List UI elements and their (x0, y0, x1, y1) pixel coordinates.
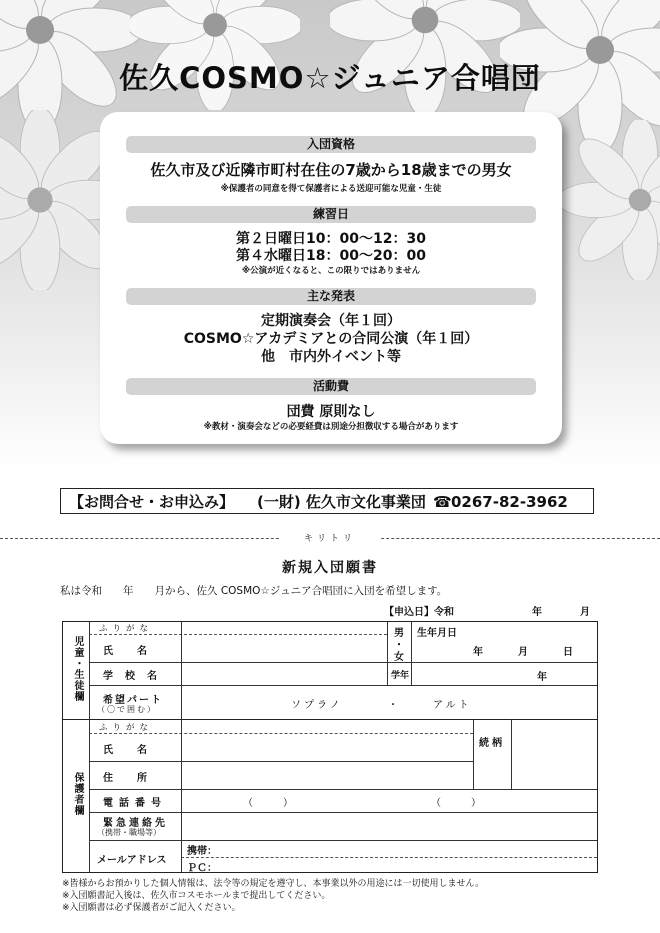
fees-note: ※教材・演奏会などの必要経費は別途分担徴収する場合があります (203, 422, 459, 432)
contact-phone: 0267-82-3962 (451, 493, 568, 511)
gender-separator: ・ (394, 640, 404, 651)
practice-line-1: 第２日曜日10：00～12：30 (236, 231, 426, 247)
email-pc-label: ＰＣ： (187, 863, 217, 874)
eligibility-note: ※保護者の同意を得て保護者による送迎可能な児童・生徒 (220, 184, 442, 194)
part-option-alto[interactable]: アルト (433, 700, 472, 711)
part-option-soprano[interactable]: ソプラノ (291, 700, 343, 711)
school-input[interactable] (187, 664, 383, 684)
email-label: メールアドレス (97, 855, 167, 866)
guardian-section-label: 保護者欄 (72, 772, 83, 816)
section-heading-fees: 活動費 (126, 378, 536, 395)
part-sublabel: （〇で囲む） (97, 705, 157, 714)
cut-label: キリトリ (280, 531, 380, 544)
email-pc-input[interactable] (221, 859, 591, 871)
phone-icon: ☎ (433, 493, 452, 511)
application-date-year: 年 (532, 607, 542, 618)
note-line-1: ※皆様からお預かりした個人情報は、法令等の規定を遵守し、本事業以外の用途には一切使用しません。 (62, 879, 485, 889)
grid-line (63, 719, 597, 720)
child-section-label: 児童・生徒欄 (72, 636, 83, 702)
grid-line (511, 719, 512, 789)
grid-line (89, 840, 597, 841)
email-mobile-input[interactable] (221, 842, 591, 856)
grid-line (473, 719, 474, 789)
cosmos-flower-decoration (560, 120, 660, 280)
phone-area-code-2[interactable]: （ ） (431, 798, 481, 809)
contact-organization: (一財) 佐久市文化事業団 (257, 493, 426, 511)
phone-area-code-1[interactable]: （ ） (243, 798, 293, 809)
part-label: 希望パート (103, 695, 163, 706)
birth-year-unit: 年 (473, 647, 483, 658)
application-date-month: 月 (580, 607, 590, 618)
phone-label: 電話番号 (103, 798, 167, 809)
school-label: 学校名 (103, 671, 169, 682)
privacy-notes (62, 878, 484, 914)
note-line-2: ※入団願書記入後は、佐久市コスモホールまで提出してください。 (62, 891, 331, 901)
birth-month-unit: 月 (518, 647, 528, 658)
section-heading-performances: 主な発表 (126, 288, 536, 305)
contact-box (60, 488, 594, 514)
performance-line-2: COSMO☆アカデミアとの合同公演（年１回） (183, 331, 479, 347)
eligibility-text: 佐久市及び近隣市町村在住の7歳から18歳までの男女 (150, 161, 512, 179)
grid-line (89, 789, 597, 790)
address-label: 住所 (103, 773, 171, 784)
application-date-label: 【申込日】令和 (384, 607, 454, 618)
child-furigana-label: ふりがな (99, 624, 154, 634)
grid-line (181, 857, 597, 858)
guardian-name-input[interactable] (187, 735, 469, 759)
part-option-separator: ・ (388, 700, 398, 711)
section-heading-eligibility: 入団資格 (126, 136, 536, 153)
guardian-furigana-label: ふりがな (99, 723, 154, 733)
contact-label: 【お問合せ・お申込み】 (69, 493, 235, 511)
birth-day-unit: 日 (563, 647, 573, 658)
grid-line (89, 662, 597, 663)
form-title: 新規入団願書 (282, 560, 378, 576)
gender-male-option[interactable]: 男 (394, 628, 404, 639)
guardian-name-label: 氏名 (103, 745, 171, 756)
page-title: 佐久COSMO☆ジュニア合唱団 (119, 61, 541, 95)
grid-line (89, 622, 90, 872)
grid-line (181, 622, 182, 872)
emergency-contact-input[interactable] (187, 815, 593, 837)
email-mobile-label: 携帯： (187, 846, 217, 857)
grid-line (89, 685, 597, 686)
application-form-table (62, 621, 598, 873)
form-intro: 私は令和 年 月から、佐久 COSMO☆ジュニア合唱団に入団を希望します。 (60, 585, 448, 597)
relation-label: 続柄 (479, 738, 505, 749)
emergency-contact-label: 緊急連絡先 (103, 818, 168, 829)
fees-text: 団費 原則なし (286, 404, 376, 420)
grade-label: 学年 (391, 671, 410, 681)
grid-line (89, 634, 387, 635)
child-name-label: 氏名 (103, 646, 171, 657)
performance-line-3: 他 市内外イベント等 (261, 349, 401, 365)
grid-line (411, 622, 412, 685)
grid-line (89, 812, 597, 813)
gender-female-option[interactable]: 女 (394, 652, 404, 663)
grid-line (89, 761, 473, 762)
birthdate-label: 生年月日 (417, 628, 457, 639)
grid-line (387, 622, 388, 685)
note-line-3: ※入団願書は必ず保護者がご記入ください。 (62, 903, 241, 913)
relation-input[interactable] (515, 722, 593, 786)
performance-line-1: 定期演奏会（年１回） (261, 313, 401, 329)
grid-line (89, 733, 473, 734)
address-input[interactable] (187, 763, 469, 787)
grade-unit: 年 (537, 672, 547, 683)
section-heading-practice: 練習日 (126, 206, 536, 223)
child-name-input[interactable] (187, 636, 383, 660)
practice-note: ※公演が近くなると、この限りではありません (241, 266, 421, 276)
emergency-contact-sublabel: （携帯・職場等） (97, 828, 161, 837)
practice-line-2: 第４水曜日18：00～20：00 (236, 248, 426, 264)
